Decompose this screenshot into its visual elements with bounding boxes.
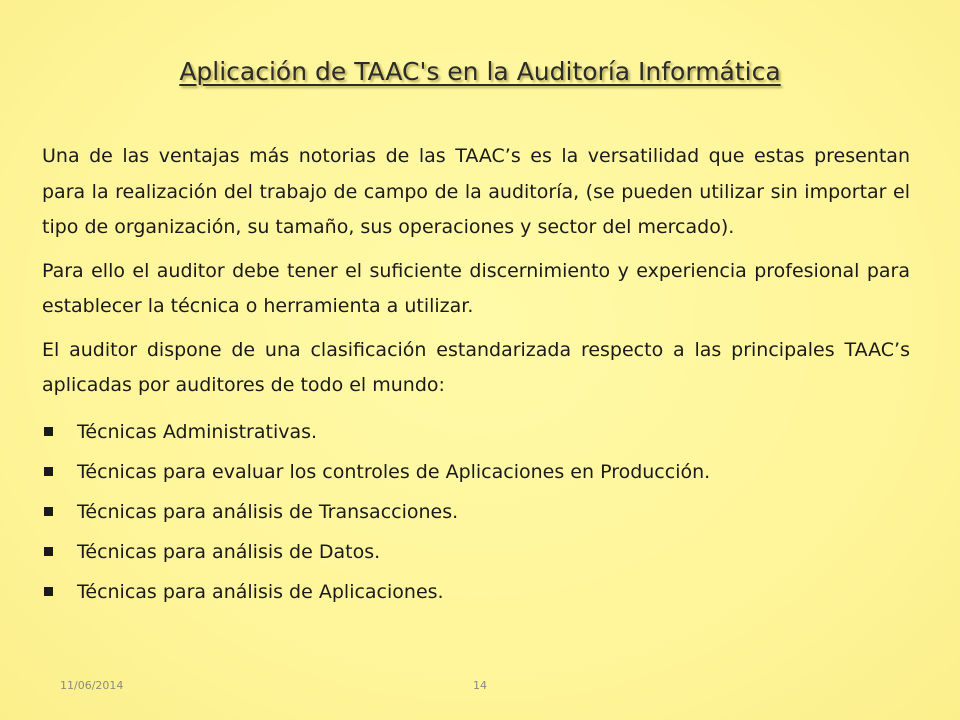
list-item [42, 532, 910, 572]
square-bullet-icon [44, 547, 53, 556]
page-number: 14 [473, 679, 487, 692]
square-bullet-icon [44, 507, 53, 516]
square-bullet-icon [44, 427, 53, 436]
list-item-text: Técnicas Administrativas. [77, 420, 318, 443]
list-item-text: Técnicas para análisis de Transacciones. [77, 500, 459, 523]
list-item-text: Técnicas para análisis de Aplicaciones. [77, 580, 444, 603]
paragraph-auditor-judgement: Para ello el auditor debe tener el suficiente discernimiento y experiencia profesional para establecer la técnica o herramienta a utilizar. [42, 259, 910, 317]
slide-title: Aplicación de TAAC's en la Auditoría Informática [179, 57, 781, 86]
list-item [42, 572, 910, 612]
paragraph-versatility: Una de las ventajas más notorias de las TAAC’s es la versatilidad que estas presentan para la realización del trabajo de campo de la auditoría, (se pueden utilizar sin importar el tipo de organización, su tamaño, sus operaciones y sector del mercado). [42, 145, 910, 238]
list-item-text: Técnicas para análisis de Datos. [77, 540, 381, 563]
slide-content [42, 139, 910, 612]
square-bullet-icon [44, 587, 53, 596]
list-item [42, 412, 910, 452]
square-bullet-icon [44, 467, 53, 476]
technique-list [42, 412, 910, 612]
list-item [42, 492, 910, 532]
paragraph-classification: El auditor dispone de una clasificación estandarizada respecto a las principales TAAC’s aplicadas por auditores de todo el mundo: [42, 338, 910, 396]
list-item-text: Técnicas para evaluar los controles de Aplicaciones en Producción. [77, 460, 711, 483]
footer-date: 11/06/2014 [60, 679, 124, 692]
list-item [42, 452, 910, 492]
